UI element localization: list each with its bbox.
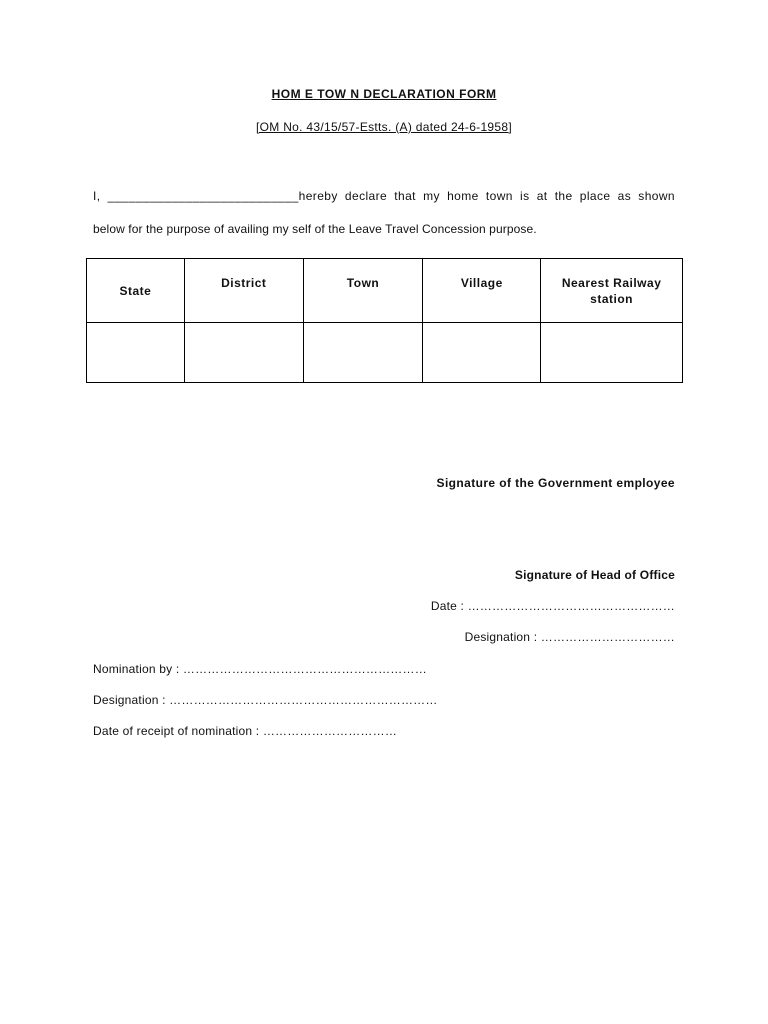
header-railway-line-2: station: [590, 292, 634, 306]
header-town: Town: [303, 259, 423, 323]
nomination-designation-field: Designation : …………………………………………………………: [93, 693, 438, 707]
table-row: [87, 323, 683, 383]
office-date-field: Date : ……………………………………………: [430, 599, 675, 613]
header-village: Village: [423, 259, 541, 323]
declaration-paragraph: [93, 180, 675, 246]
cell-town[interactable]: [303, 323, 423, 383]
office-memorandum-reference: [OM No. 43/15/57-Estts. (A) dated 24-6-1958]: [256, 120, 512, 134]
declaration-line-2: below for the purpose of availing my self of the Leave Travel Concession purpose.: [93, 222, 537, 236]
table-header-row: [87, 259, 683, 323]
office-designation-field: Designation : ……………………………: [464, 630, 675, 644]
nomination-by-field: Nomination by : ……………………………………………………: [93, 662, 427, 676]
header-state: State: [87, 259, 185, 323]
header-railway-line-1: Nearest Railway: [561, 276, 662, 290]
cell-district[interactable]: [184, 323, 303, 383]
header-nearest-railway-station: [541, 259, 683, 323]
cell-nearest-railway-station[interactable]: [541, 323, 683, 383]
signature-head-of-office: Signature of Head of Office: [514, 568, 675, 582]
date-of-receipt-field: Date of receipt of nomination : ……………………………: [93, 724, 398, 738]
cell-state[interactable]: [87, 323, 185, 383]
cell-village[interactable]: [423, 323, 541, 383]
home-town-table: [86, 258, 683, 383]
signature-government-employee: Signature of the Government employee: [436, 476, 675, 490]
form-title: HOM E TOW N DECLARATION FORM: [271, 87, 497, 101]
header-district: District: [184, 259, 303, 323]
declaration-line-1: I, ___________________________hereby declare that my home town is at the place as shown: [93, 189, 675, 203]
